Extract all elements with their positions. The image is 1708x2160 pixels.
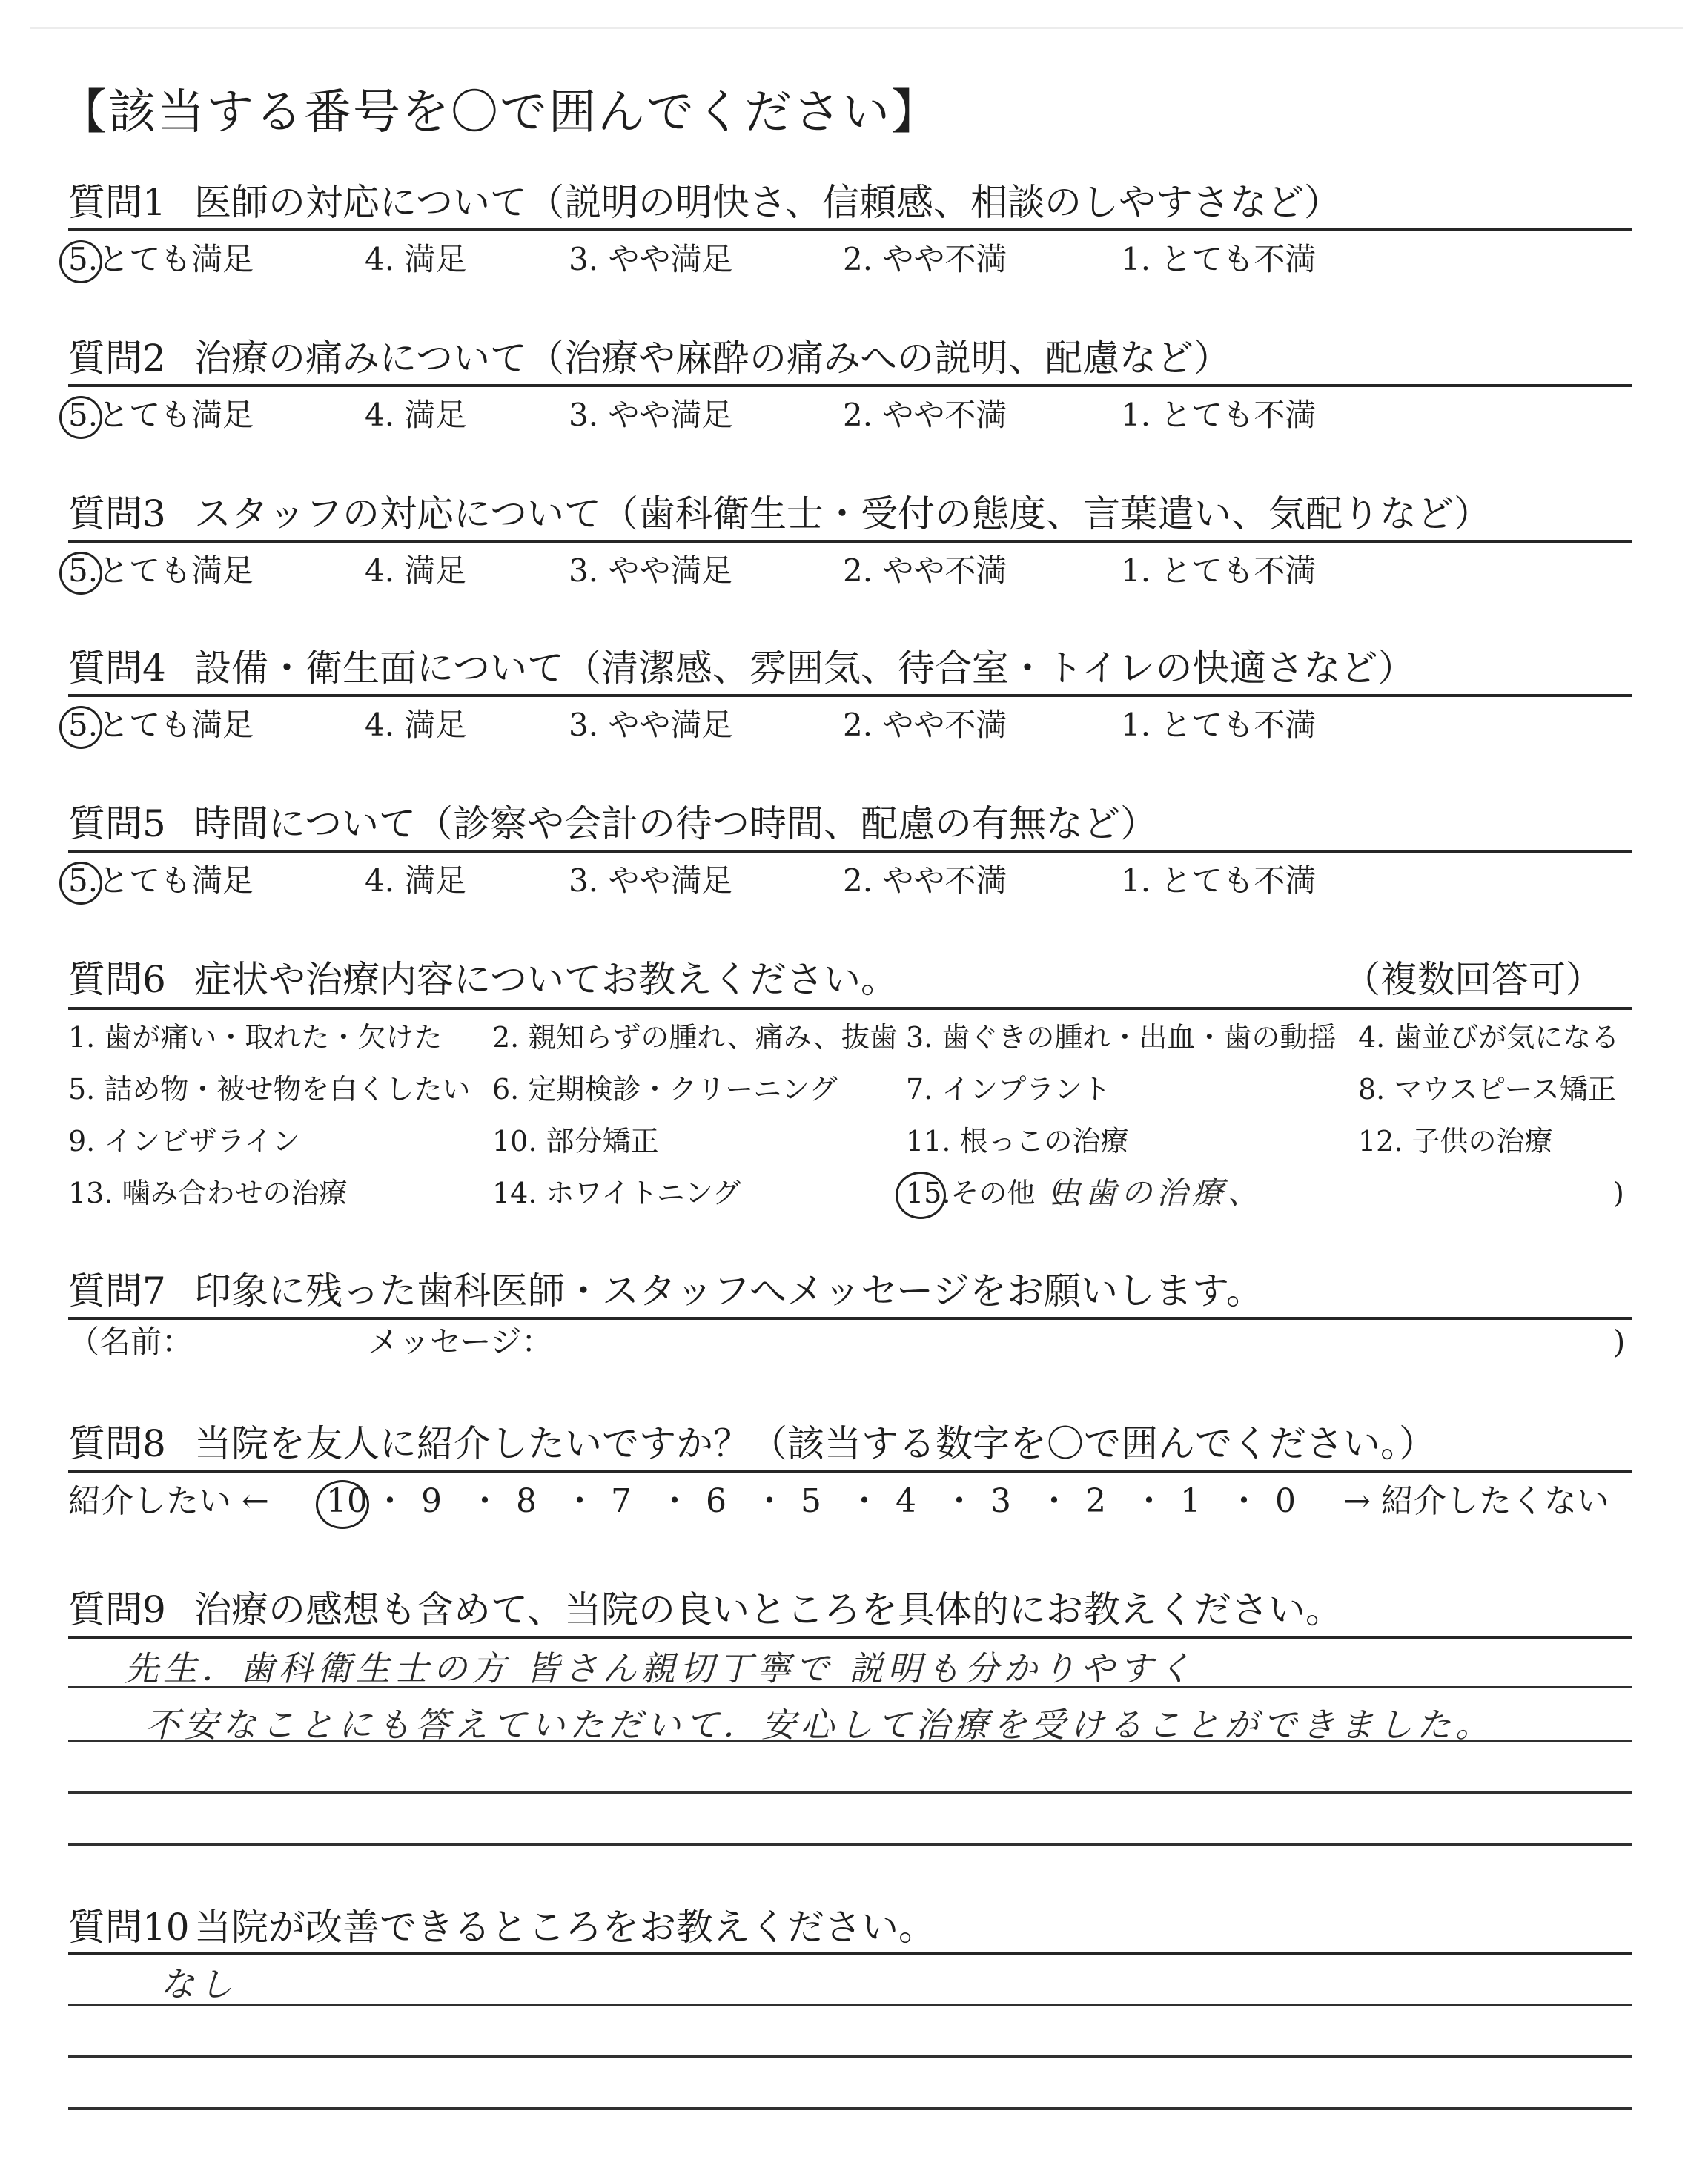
question-number: 質問3 bbox=[68, 492, 166, 535]
answer-line bbox=[68, 1740, 1632, 1742]
rating-option-4[interactable]: 4. 満足 bbox=[365, 241, 467, 277]
rating-option-4[interactable]: 4. 満足 bbox=[365, 862, 467, 899]
scale-value-8[interactable]: 8 bbox=[516, 1482, 537, 1520]
question-number: 質問7 bbox=[68, 1269, 166, 1312]
scale-value-7[interactable]: 7 bbox=[611, 1482, 632, 1520]
scale-separator: ・ bbox=[1133, 1482, 1165, 1520]
question-8-rule bbox=[68, 1470, 1632, 1473]
symptom-option-15[interactable]: 15.その他（ bbox=[906, 1177, 1064, 1209]
symptom-option-14[interactable]: 14. ホワイトニング bbox=[492, 1177, 741, 1209]
rating-option-5[interactable]: 5.とても満足 bbox=[68, 241, 254, 277]
question-10-rule bbox=[68, 1952, 1632, 1955]
rating-options bbox=[68, 703, 1632, 747]
selected-answer-circle bbox=[59, 240, 102, 283]
question-6-rule bbox=[68, 1007, 1632, 1010]
symptom-option-11[interactable]: 11. 根っこの治療 bbox=[906, 1125, 1129, 1157]
scale-separator: ・ bbox=[1228, 1482, 1260, 1520]
rating-option-2[interactable]: 2. やや不満 bbox=[843, 707, 1007, 743]
other-close-paren: ) bbox=[1613, 1177, 1624, 1209]
symptom-option-13[interactable]: 13. 噛み合わせの治療 bbox=[68, 1177, 348, 1209]
symptom-option-2[interactable]: 2. 親知らずの腫れ、痛み、抜歯 bbox=[492, 1021, 898, 1054]
answer-line bbox=[68, 1843, 1632, 1846]
question-9-rule bbox=[68, 1636, 1632, 1639]
question-title bbox=[68, 799, 1632, 848]
scale-separator: ・ bbox=[753, 1482, 786, 1520]
question-number: 質問4 bbox=[68, 647, 166, 690]
question-9 bbox=[68, 1585, 1632, 1634]
rating-option-3[interactable]: 3. やや満足 bbox=[569, 707, 733, 743]
selected-answer-circle bbox=[59, 706, 102, 749]
symptom-option-7[interactable]: 7. インプラント bbox=[906, 1073, 1111, 1106]
rating-option-1[interactable]: 1. とても不満 bbox=[1121, 552, 1317, 589]
question-title bbox=[68, 1419, 1632, 1468]
question-number: 質問9 bbox=[68, 1588, 166, 1631]
question-5-rule bbox=[68, 850, 1632, 853]
question-title bbox=[68, 955, 1632, 1004]
scan-top-edge bbox=[30, 27, 1683, 29]
question-6 bbox=[68, 955, 1632, 1004]
question-10 bbox=[68, 1903, 1632, 1952]
answer-line bbox=[68, 1791, 1632, 1794]
question-title bbox=[68, 178, 1632, 227]
handwritten-answer-line-1: 先生．歯科衛生士の方 皆さん親切丁寧で 説明も分かりやすく bbox=[125, 1648, 1196, 1688]
question-title bbox=[68, 334, 1632, 383]
scale-separator: ・ bbox=[943, 1482, 976, 1520]
scale-separator: ・ bbox=[563, 1482, 596, 1520]
question-number: 質問5 bbox=[68, 802, 166, 845]
symptom-option-5[interactable]: 5. 詰め物・被せ物を白くしたい bbox=[68, 1073, 471, 1106]
rating-option-5[interactable]: 5.とても満足 bbox=[68, 552, 254, 589]
question-1 bbox=[68, 178, 1632, 227]
handwritten-improvement-answer: なし bbox=[160, 1964, 237, 2004]
rating-option-5[interactable]: 5.とても満足 bbox=[68, 862, 254, 899]
rating-options bbox=[68, 859, 1632, 903]
symptom-option-8[interactable]: 8. マウスピース矯正 bbox=[1358, 1073, 1616, 1106]
symptom-option-3[interactable]: 3. 歯ぐきの腫れ・出血・歯の動揺 bbox=[906, 1021, 1337, 1054]
question-4-rule bbox=[68, 694, 1632, 697]
recommend-scale bbox=[68, 1476, 1640, 1527]
scale-separator: ・ bbox=[1038, 1482, 1070, 1520]
question-number: 質問2 bbox=[68, 337, 166, 380]
page-heading: 【該当する番号を〇で囲んでください】 bbox=[59, 85, 940, 140]
question-3-rule bbox=[68, 540, 1632, 543]
rating-option-2[interactable]: 2. やや不満 bbox=[843, 397, 1007, 433]
rating-option-1[interactable]: 1. とても不満 bbox=[1121, 862, 1317, 899]
message-label: メッセージ： bbox=[368, 1324, 553, 1360]
multiple-answer-note: （複数回答可） bbox=[1343, 958, 1603, 1001]
question-title bbox=[68, 489, 1632, 538]
question-number: 質問10 bbox=[68, 1906, 190, 1949]
question-2 bbox=[68, 334, 1632, 383]
scale-value-5[interactable]: 5 bbox=[801, 1482, 821, 1520]
rating-option-4[interactable]: 4. 満足 bbox=[365, 552, 467, 589]
question-8 bbox=[68, 1419, 1632, 1468]
question-text: 設備・衛生面について（清潔感、雰囲気、待合室・トイレの快適さなど） bbox=[194, 647, 1415, 690]
scale-value-2[interactable]: 2 bbox=[1085, 1482, 1106, 1520]
question-7-rule bbox=[68, 1317, 1632, 1320]
question-number: 質問6 bbox=[68, 958, 166, 1001]
rating-option-2[interactable]: 2. やや不満 bbox=[843, 862, 1007, 899]
symptom-option-12[interactable]: 12. 子供の治療 bbox=[1358, 1125, 1553, 1157]
question-2-rule bbox=[68, 384, 1632, 387]
rating-option-3[interactable]: 3. やや満足 bbox=[569, 552, 733, 589]
question-text: 医師の対応について（説明の明快さ、信頼感、相談のしやすさなど） bbox=[194, 181, 1341, 224]
rating-option-3[interactable]: 3. やや満足 bbox=[569, 241, 733, 277]
question-text: スタッフの対応について（歯科衛生士・受付の態度、言葉遣い、気配りなど） bbox=[194, 492, 1491, 535]
scale-separator: ・ bbox=[374, 1482, 406, 1520]
rating-option-5[interactable]: 5.とても満足 bbox=[68, 397, 254, 433]
scale-value-9[interactable]: 9 bbox=[421, 1482, 442, 1520]
selected-answer-circle bbox=[316, 1480, 369, 1529]
scale-separator: ・ bbox=[848, 1482, 881, 1520]
answer-line bbox=[68, 2107, 1632, 2110]
rating-option-1[interactable]: 1. とても不満 bbox=[1121, 241, 1317, 277]
rating-option-3[interactable]: 3. やや満足 bbox=[569, 397, 733, 433]
question-text: 当院を友人に紹介したいですか？（該当する数字を〇で囲んでください。） bbox=[194, 1422, 1436, 1465]
selected-answer-circle bbox=[896, 1172, 946, 1219]
rating-option-4[interactable]: 4. 満足 bbox=[365, 397, 467, 433]
rating-option-2[interactable]: 2. やや不満 bbox=[843, 552, 1007, 589]
question-text: 治療の痛みについて（治療や麻酔の痛みへの説明、配慮など） bbox=[194, 337, 1231, 380]
rating-options bbox=[68, 393, 1632, 437]
question-title bbox=[68, 1266, 1632, 1315]
question-3 bbox=[68, 489, 1632, 538]
name-label: （名前： bbox=[68, 1324, 193, 1360]
scale-value-1[interactable]: 1 bbox=[1180, 1482, 1201, 1520]
scale-left-label: 紹介したい ← bbox=[68, 1482, 269, 1520]
question-number: 質問8 bbox=[68, 1422, 166, 1465]
scale-right-label: → 紹介したくない bbox=[1343, 1482, 1609, 1520]
rating-option-2[interactable]: 2. やや不満 bbox=[843, 241, 1007, 277]
rating-option-1[interactable]: 1. とても不満 bbox=[1121, 397, 1317, 433]
scale-separator: ・ bbox=[469, 1482, 501, 1520]
question-number: 質問1 bbox=[68, 181, 166, 224]
symptom-option-9[interactable]: 9. インビザライン bbox=[68, 1125, 301, 1157]
scale-value-3[interactable]: 3 bbox=[990, 1482, 1011, 1520]
selected-answer-circle bbox=[59, 862, 102, 905]
handwritten-other-answer: 虫歯の治療、 bbox=[1050, 1175, 1264, 1211]
question-text: 時間について（診察や会計の待つ時間、配慮の有無など） bbox=[194, 802, 1157, 845]
question-text: 当院が改善できるところをお教えください。 bbox=[194, 1906, 936, 1949]
symptom-option-10[interactable]: 10. 部分矯正 bbox=[492, 1125, 659, 1157]
rating-option-1[interactable]: 1. とても不満 bbox=[1121, 707, 1317, 743]
scale-value-0[interactable]: 0 bbox=[1275, 1482, 1296, 1520]
question-7 bbox=[68, 1266, 1632, 1315]
scale-separator: ・ bbox=[658, 1482, 691, 1520]
scale-value-6[interactable]: 6 bbox=[706, 1482, 726, 1520]
symptom-option-1[interactable]: 1. 歯が痛い・取れた・欠けた bbox=[68, 1021, 443, 1054]
question-4 bbox=[68, 644, 1632, 693]
question-text: 印象に残った歯科医師・スタッフへメッセージをお願いします。 bbox=[194, 1269, 1263, 1312]
question-text: 治療の感想も含めて、当院の良いところを具体的にお教えください。 bbox=[194, 1588, 1343, 1631]
rating-option-5[interactable]: 5.とても満足 bbox=[68, 707, 254, 743]
selected-answer-circle bbox=[59, 396, 102, 439]
question-title bbox=[68, 1585, 1632, 1634]
handwritten-answer-line-2: 不安なことにも答えていただいて．安心して治療を受けることができました。 bbox=[145, 1705, 1494, 1745]
question-title bbox=[68, 1903, 1632, 1952]
question-title bbox=[68, 644, 1632, 693]
scale-value-10[interactable]: 10 bbox=[326, 1482, 368, 1520]
message-close-paren: ) bbox=[1613, 1324, 1626, 1360]
answer-line bbox=[68, 2004, 1632, 2006]
selected-answer-circle bbox=[59, 552, 102, 595]
rating-options bbox=[68, 237, 1632, 282]
question-5 bbox=[68, 799, 1632, 848]
symptom-option-4[interactable]: 4. 歯並びが気になる bbox=[1358, 1021, 1620, 1054]
rating-option-4[interactable]: 4. 満足 bbox=[365, 707, 467, 743]
rating-options bbox=[68, 549, 1632, 593]
question-text: 症状や治療内容についてお教えください。 bbox=[194, 958, 898, 1001]
answer-line bbox=[68, 2055, 1632, 2058]
question-1-rule bbox=[68, 228, 1632, 231]
rating-option-3[interactable]: 3. やや満足 bbox=[569, 862, 733, 899]
symptom-option-6[interactable]: 6. 定期検診・クリーニング bbox=[492, 1073, 838, 1106]
scale-value-4[interactable]: 4 bbox=[896, 1482, 916, 1520]
answer-line bbox=[68, 1686, 1632, 1688]
